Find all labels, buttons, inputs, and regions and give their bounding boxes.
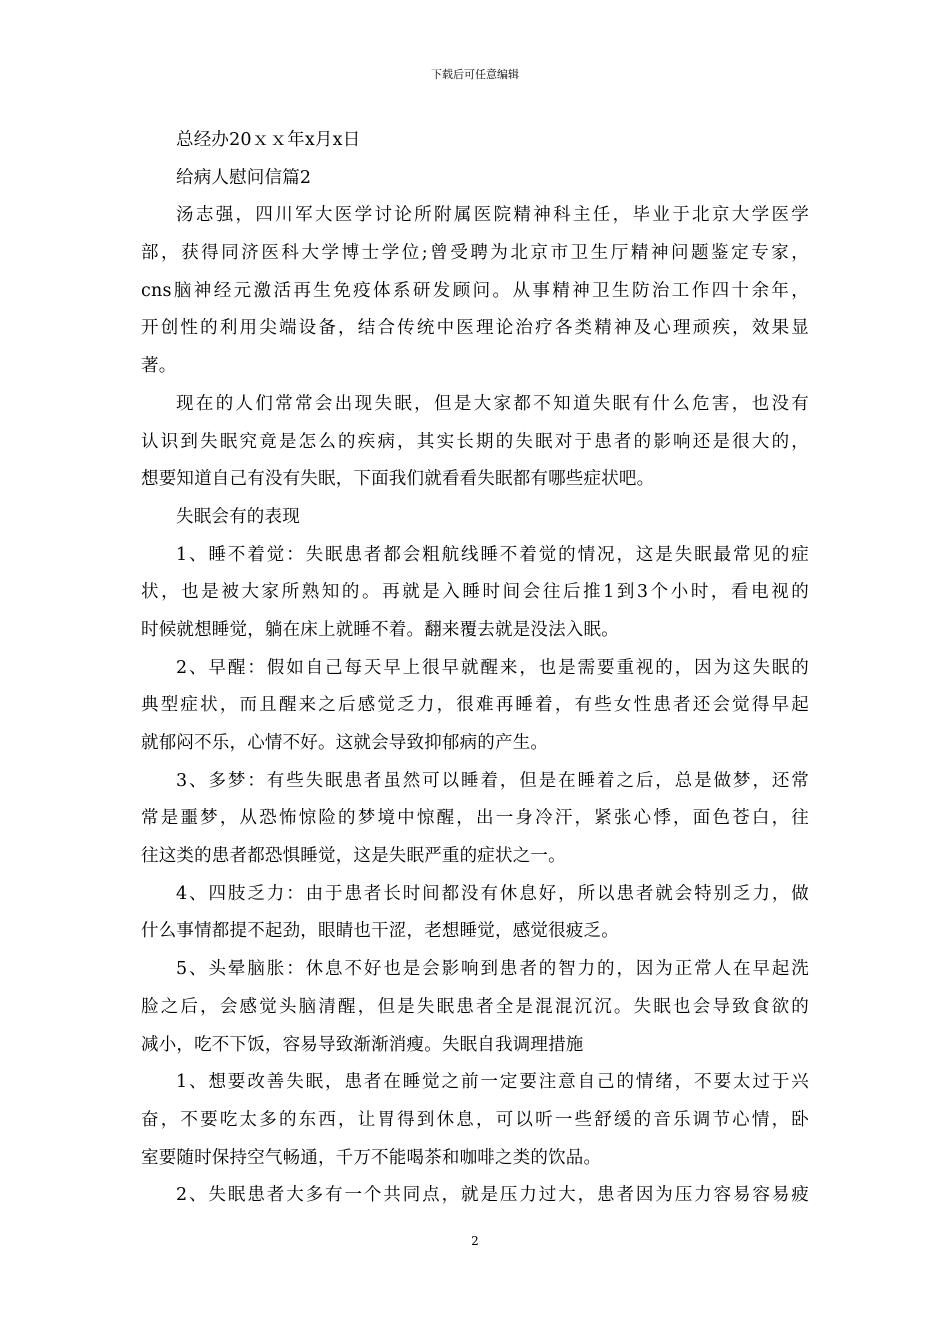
text-line: 给病人慰问信篇2 [176, 167, 312, 188]
text-line: 失眠会有的表现 [176, 506, 300, 527]
text-line: 1、睡不着觉：失眠患者都会粗航线睡不着觉的情况，这是失眠最常见的症 [176, 544, 809, 565]
text-line: 3、多梦：有些失眠患者虽然可以睡着，但是在睡着之后，总是做梦，还常 [176, 770, 809, 791]
text-line: 现在的人们常常会出现失眠，但是大家都不知道失眠有什么危害，也没有 [176, 393, 809, 414]
text-line: 往这类的患者都恐惧睡觉，这是失眠严重的症状之一。 [141, 846, 566, 867]
text-line: 脸之后，会感觉头脑清醒，但是失眠患者全是混混沉沉。失眠也会导致食欲的 [141, 996, 809, 1017]
text-line: 总经办20ｘｘ年x月x日 [176, 130, 361, 150]
text-line: 减小，吃不下饭，容易导致渐渐消瘦。失眠自我调理措施 [141, 1034, 584, 1055]
text-line: 就郁闷不乐，心情不好。这就会导致抑郁病的产生。 [141, 733, 549, 753]
text-line: 2、失眠患者大多有一个共同点，就是压力过大，患者因为压力容易容易疲 [176, 1185, 809, 1206]
text-line: 开创性的利用尖端设备，结合传统中医理论治疗各类精神及心理顽疾，效果显 [141, 318, 809, 339]
text-line: 典型症状，而且醒来之后感觉乏力，很难再睡着，有些女性患者还会觉得早起 [141, 695, 809, 716]
text-line: 汤志强，四川军大医学讨论所附属医院精神科主任，毕业于北京大学医学 [176, 205, 809, 226]
text-line: 著。 [141, 356, 177, 377]
text-line: cns脑神经元激活再生免疫体系研发顾问。从事精神卫生防治工作四十余年， [141, 280, 809, 301]
text-line: 认识到失眠究竟是怎么的疾病，其实长期的失眠对于患者的影响还是很大的， [141, 431, 809, 452]
text-line: 室要随时保持空气畅通，千万不能喝茶和咖啡之类的饮品。 [141, 1147, 602, 1168]
page-header: 下载后可任意编辑 [431, 68, 519, 81]
text-line: 什么事情都提不起劲，眼睛也干涩，老想睡觉，感觉很疲乏。 [141, 921, 619, 942]
text-line: 时候就想睡觉，躺在床上就睡不着。翻来覆去就是没法入眠。 [141, 619, 619, 640]
text-line: 部，获得同济医科大学博士学位;曾受聘为北京市卫生厅精神问题鉴定专家， [141, 243, 809, 264]
text-line: 奋，不要吃太多的东西，让胃得到休息，可以听一些舒缓的音乐调节心情，卧 [141, 1109, 809, 1130]
document-body [141, 122, 809, 1215]
text-line: 2、早醒：假如自己每天早上很早就醒来，也是需要重视的，因为这失眠的 [176, 657, 809, 678]
text-line: 常是噩梦，从恐怖惊险的梦境中惊醒，出一身冷汗，紧张心悸，面色苍白，往 [141, 808, 809, 829]
text-line: 4、四肢乏力：由于患者长时间都没有休息好，所以患者就会特别乏力，做 [176, 883, 809, 904]
text-line: 想要知道自己有没有失眠，下面我们就看看失眠都有哪些症状吧。 [141, 469, 655, 490]
text-line: 5、头晕脑胀：休息不好也是会影响到患者的智力的，因为正常人在早起洗 [176, 959, 809, 980]
page-number: 2 [471, 1234, 479, 1248]
text-line: 1、想要改善失眠，患者在睡觉之前一定要注意自己的情绪，不要太过于兴 [176, 1072, 809, 1093]
text-line: 状，也是被大家所熟知的。再就是入睡时间会往后推1到3个小时，看电视的 [141, 582, 809, 603]
